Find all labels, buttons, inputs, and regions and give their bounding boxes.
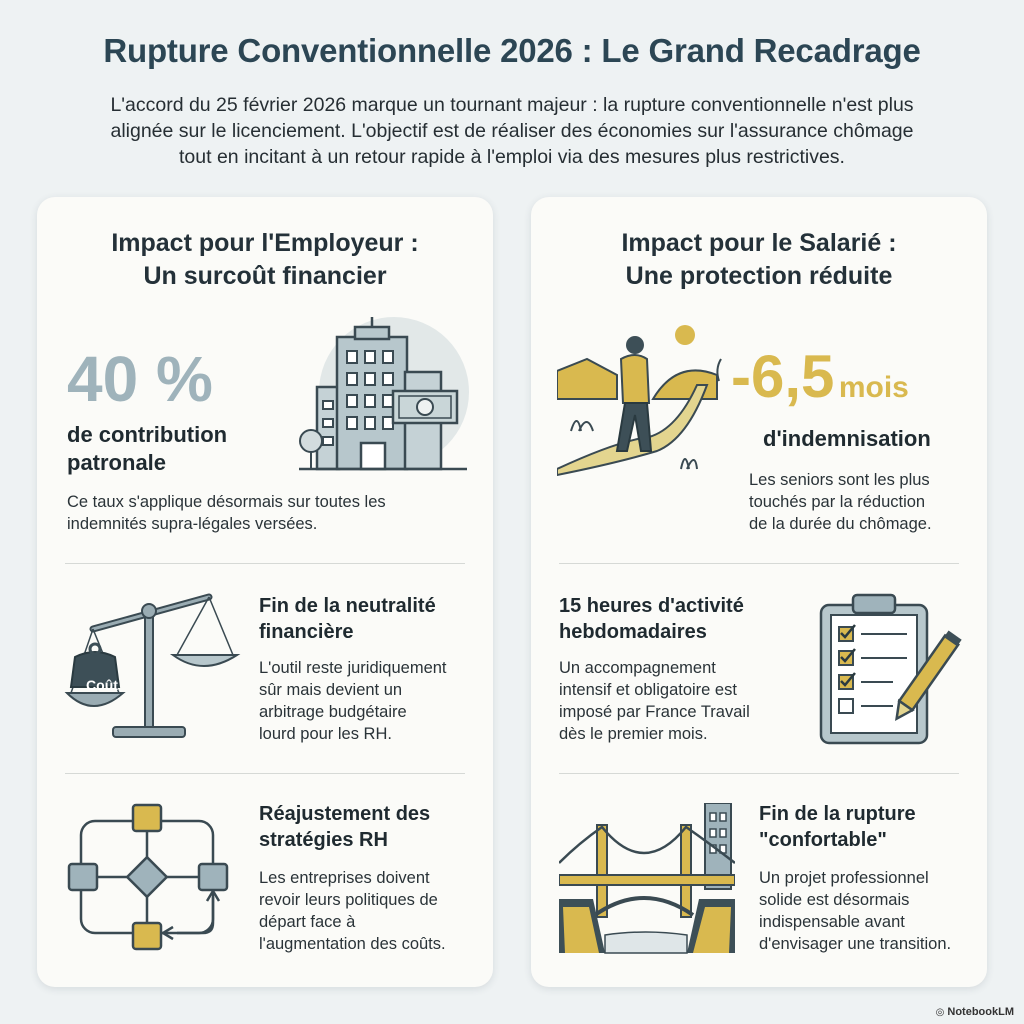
contribution-rate-value: 40 % (67, 343, 213, 415)
text-line: Un projet professionnel (759, 869, 929, 887)
divider (559, 563, 959, 564)
hr-strategy-title (259, 801, 430, 853)
indemnisation-label: d'indemnisation (763, 426, 931, 451)
balance-scale-icon (63, 589, 243, 749)
heading-line: Un surcoût financier (143, 262, 387, 290)
comfortable-rupture-title (759, 801, 916, 853)
cost-weight-label: Coût (86, 677, 118, 693)
label-line: patronale (67, 450, 167, 475)
text-line: indispensable avant (759, 913, 905, 931)
title-line: Fin de la rupture (759, 803, 916, 825)
suspension-bridge-icon (559, 803, 735, 955)
walking-person-path-icon (557, 319, 727, 479)
brand-label: NotebookLM (947, 1006, 1014, 1018)
text-line: touchés par la réduction (749, 493, 926, 511)
intro-line: L'accord du 25 février 2026 marque un tournant majeur : la rupture conventionnelle n'est plus (110, 94, 914, 116)
title-line: stratégies RH (259, 829, 388, 851)
title-line: 15 heures d'activité (559, 595, 744, 617)
weekly-activity-title (559, 593, 744, 645)
text-line: L'outil reste juridiquement (259, 659, 447, 677)
intro-text (40, 92, 984, 170)
title-line: Fin de la neutralité (259, 595, 436, 617)
divider (559, 773, 959, 774)
financial-neutrality-title (259, 593, 436, 645)
text-line: revoir leurs politiques de (259, 891, 438, 909)
divider (65, 563, 465, 564)
contribution-rate-label (67, 421, 227, 477)
title-line: hebdomadaires (559, 621, 707, 643)
text-line: indemnités supra-légales versées. (67, 515, 318, 533)
financial-neutrality-text (259, 657, 447, 745)
heading-line: Impact pour le Salarié : (621, 229, 897, 257)
employee-card-heading (531, 227, 987, 293)
hr-strategy-text (259, 867, 446, 955)
text-line: sûr mais devient un (259, 681, 403, 699)
text-line: lourd pour les RH. (259, 725, 392, 743)
intro-line: alignée sur le licenciement. L'objectif est de réaliser des économies sur l'assurance chômage (110, 120, 914, 142)
divider (65, 773, 465, 774)
office-building-icon (299, 317, 469, 477)
employer-card-heading (37, 227, 493, 293)
title-line: financière (259, 621, 354, 643)
text-line: départ face à (259, 913, 356, 931)
notebooklm-logo-icon: ◎ (935, 1007, 945, 1018)
indemnisation-change-value: -6,5 (731, 343, 835, 410)
title-line: "confortable" (759, 829, 887, 851)
text-line: imposé par France Travail (559, 703, 750, 721)
intro-line: tout en incitant à un retour rapide à l'emploi via des mesures plus restrictives. (179, 146, 845, 168)
page-title: Rupture Conventionnelle 2026 : Le Grand Recadrage (103, 32, 921, 69)
text-line: l'augmentation des coûts. (259, 935, 446, 953)
heading-line: Impact pour l'Employeur : (111, 229, 419, 257)
text-line: arbitrage budgétaire (259, 703, 407, 721)
employer-impact-card (37, 197, 493, 987)
text-line: Un accompagnement (559, 659, 716, 677)
text-line: d'envisager une transition. (759, 935, 952, 953)
heading-line: Une protection réduite (625, 262, 893, 290)
employee-impact-card (531, 197, 987, 987)
weekly-activity-text (559, 657, 750, 745)
hr-strategy-network-icon (67, 797, 237, 959)
label-line: de contribution (67, 422, 228, 447)
text-line: Les seniors sont les plus (749, 471, 930, 489)
indemnisation-change-unit: mois (838, 371, 909, 404)
seniors-description (749, 469, 932, 535)
title-line: Réajustement des (259, 803, 431, 825)
text-line: de la durée du chômage. (749, 515, 932, 533)
indemnisation-change (731, 343, 909, 410)
text-line: intensif et obligatoire est (559, 681, 737, 699)
text-line: Les entreprises doivent (259, 869, 430, 887)
text-line: Ce taux s'applique désormais sur toutes les (67, 493, 386, 511)
notebooklm-watermark (936, 1006, 1014, 1018)
contribution-description (67, 491, 386, 535)
text-line: solide est désormais (759, 891, 910, 909)
checklist-clipboard-icon (813, 591, 963, 747)
comfortable-rupture-text (759, 867, 951, 955)
text-line: dès le premier mois. (559, 725, 708, 743)
